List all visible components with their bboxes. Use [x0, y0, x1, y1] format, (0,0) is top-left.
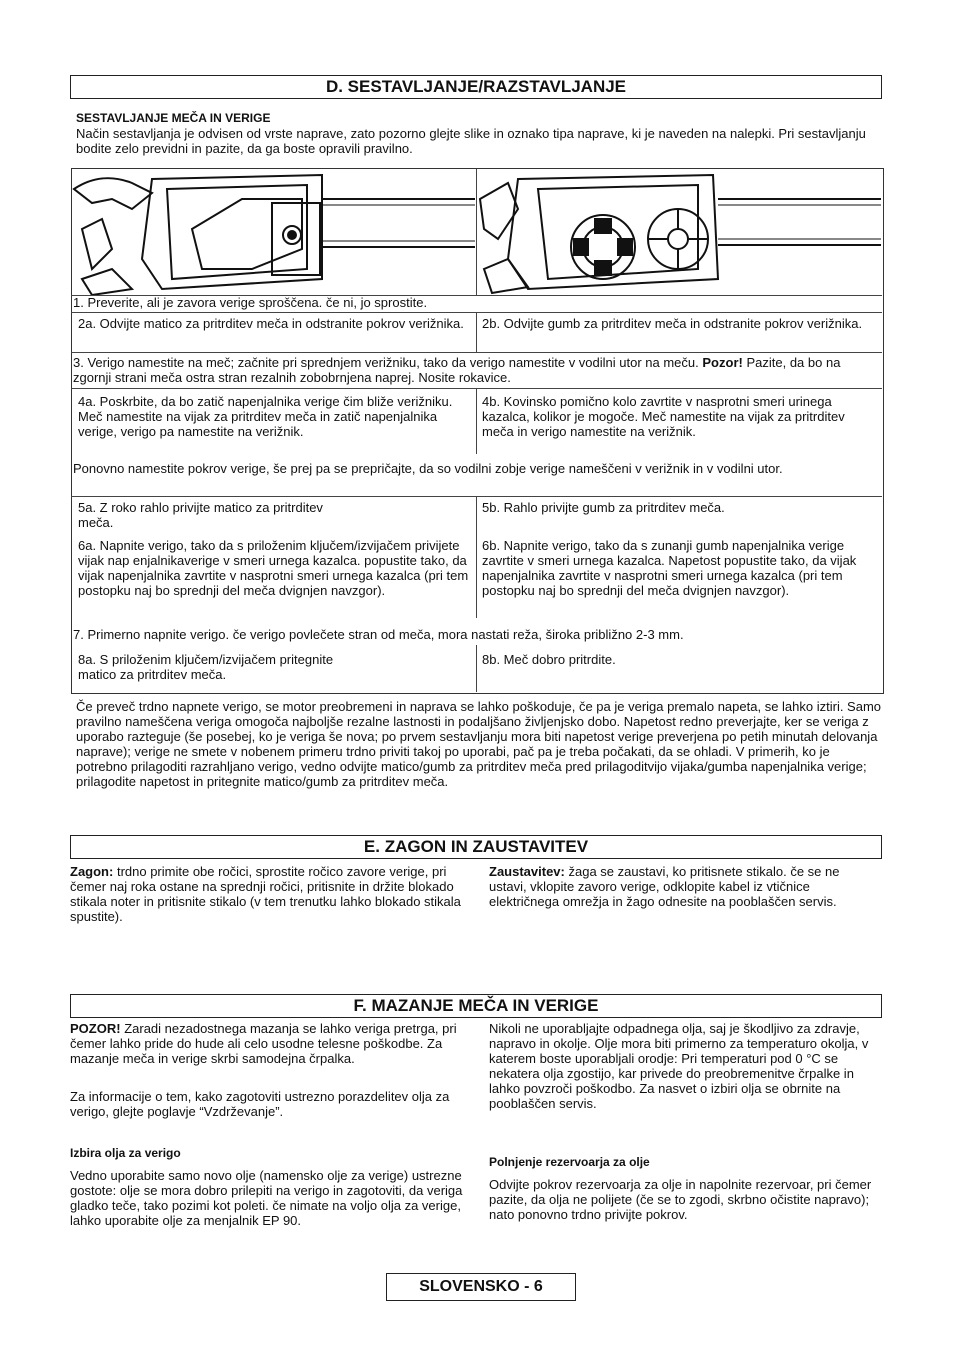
row-line — [71, 352, 882, 353]
page-label: SLOVENSKO - 6 — [386, 1273, 576, 1301]
fill-tank-heading: Polnjenje rezervoarja za olje — [489, 1155, 650, 1169]
col-divider — [476, 645, 477, 692]
lubrication-warning — [70, 1021, 466, 1066]
warning-text: Zaradi nezadostnega mazanja se lahko veriga pretrga, pri čemer lahko pride do hude ali celo usodne telesne poškodbe. Za mazanje meča in verige skrbi samodejna črpalka. — [70, 1021, 457, 1066]
step-7: 7. Primerno napnite verigo. če verigo povlečete stran od meča, mora nastati reža, široka približno 2-3 mm. — [73, 627, 684, 642]
step-3 — [73, 355, 878, 385]
assembly-intro: Način sestavljanja je odvisen od vrste naprave, zato pozorno glejte slike in oznako tipa naprave, ki je naveden na nalepki. Pri sestavljanju bodite zelo previdni in pazite, da ga boste opravili pravilno. — [76, 126, 866, 156]
section-e-title: E. ZAGON IN ZAUSTAVITEV — [70, 835, 882, 859]
step-6a: 6a. Napnite verigo, tako da s priloženim ključem/izvijačem privijete vijak nap enjalnikaverige v smeri urnega kazalca. popustite tako, da vijak napenjalnika zavrtite v nasprotni smeri urnega kazalca (pri tem postopku naj bo sprednji del meča dvignjen navzgor). — [78, 538, 469, 598]
step-1: 1. Preverite, ali je zavora verige sproščena. če ni, jo sprostite. — [73, 295, 428, 310]
stop-instructions — [489, 864, 879, 909]
section-d-title: D. SESTAVLJANJE/RAZSTAVLJANJE — [70, 75, 882, 99]
step-3-warning-label: Pozor! — [702, 355, 743, 370]
col-divider — [476, 388, 477, 454]
step-4a: 4a. Poskrbite, da bo zatič napenjalnika verige čim bliže verižniku. Meč namestite na vijak za pritrditev meča in zatič napenjalnika verige, verigo pa namestite na verižnik. — [78, 394, 453, 439]
no-waste-oil-text: Nikoli ne uporabljajte odpadnega olja, saj je škodljivo za zdravje, napravo in okolje. Olje mora biti primerno za temperaturo okolja, v katerem boste uporabljali orodje: Pri temperaturi pod 0 °C se nekatera olja zgostijo, kar privede do preobremenitve črpalke in lahko povzroči poškodbo. Za nasvet o izbiri olja se obrnite na pooblaščen servis. — [489, 1021, 869, 1111]
chainsaw-illustration-a — [72, 169, 475, 295]
oil-distribution-info: Za informacije o tem, kako zagotoviti ustrezno porazdelitev olja za verigo, glejte poglavje “Vzdrževanje”. — [70, 1089, 450, 1119]
step-6b: 6b. Napnite verigo, tako da s zunanji gumb napenjalnika verige zavrtite v smeri urnega kazalca. Napetost popustite tako, da vijak napenjalnika zavrtite v nasprotni smeri urnega kazalca (pri tem postopku naj bo sprednji del meča dvignjen navzgor). — [482, 538, 857, 598]
start-instructions — [70, 864, 466, 924]
step-8b: 8b. Meč dobro pritrdite. — [482, 652, 616, 667]
start-label: Zagon: — [70, 864, 114, 879]
col-divider — [476, 496, 477, 618]
warning-label: POZOR! — [70, 1021, 121, 1036]
start-text: trdno primite obe ročici, sprostite ročico zavore verige, pri čemer naj roka ostane na sprednji ročici, pritisnite in držite blokado stikala noter in pritisnite stikalo (v tem trenutku lahko blokado stikala spustite). — [70, 864, 461, 924]
chain-tension-warning: Če preveč trdno napnete verigo, se motor preobremeni in naprava se lahko poškoduje, če pa je veriga premalo napeta, se lahko iztiri. Samo pravilno nameščena veriga omogoča najboljše rezalne lastnosti in podaljšano življenjsko dobo. Napetost redno preverjajte, ker se veriga z uporabo razteguje (še posebej, ko je veriga še nova; po prvem sestavljanju mora biti napetost verige preverjena po petih minutah delovanja naprave); verige ne smete v nobenem primeru trdno priviti takoj po uporabi, pač pa je treba počakati, da se ohladi. V primerih, ko je potrebno prilagoditi razrahljano verigo, vedno odvijte matico/gumb za pritrditev meča pred prilagoditvijo vijaka/gumba napenjalnika verige; prilagodite napetost in pritegnite matico/gumb za pritrditev meča. — [76, 699, 882, 789]
step-3-text-cont: Pazite, da bo na zgornji strani meča ostra stran rezalnih zobobrnjena naprej. Nosite rokavice. — [73, 355, 841, 385]
step-5a: 5a. Z roko rahlo privijte matico za pritrditev meča. — [78, 500, 323, 530]
step-8a: 8a. S priloženim ključem/izvijačem pritegnite matico za pritrditev meča. — [78, 652, 334, 682]
oil-choice-text: Vedno uporabite samo novo olje (namensko olje za verige) ustrezne gostote: olje se mora dobro prilepiti na verigo in zagotoviti, da veriga gladko teče, tako pozimi kot poleti. če nimate na voljo olja za verige, lahko uporabite olje za menjalnik EP 90. — [70, 1168, 463, 1228]
step-4b: 4b. Kovinsko pomično kolo zavrtite v nasprotni smeri urinega kazalca, kolikor je mogoče. Meč namestite na vijak za pritrditev meča in verigo namestite na verižnik. — [482, 394, 845, 439]
step-2a: 2a. Odvijte matico za pritrditev meča in odstranite pokrov verižnika. — [78, 316, 464, 331]
reinstall-cover: Ponovno namestite pokrov verige, še prej pa se prepričajte, da so vodilni zobje verige nameščeni v verižnik in v vodilni utor. — [73, 461, 783, 476]
step-3-text: 3. Verigo namestite na meč; začnite pri sprednjem verižniku, tako da verigo namestite v vodilni utor na meču. — [73, 355, 699, 370]
stop-text: žaga se zaustavi, ko pritisnete stikalo. če se ne ustavi, vklopite zavoro verige, odklopite kabel iz vtičnice električnega omrežja in žago odnesite na pooblaščen servis. — [489, 864, 840, 909]
oil-choice-heading: Izbira olja za verigo — [70, 1146, 181, 1160]
section-f-title: F. MAZANJE MEČA IN VERIGE — [70, 994, 882, 1018]
step-2b: 2b. Odvijte gumb za pritrditev meča in odstranite pokrov verižnika. — [482, 316, 863, 331]
col-divider — [476, 312, 477, 352]
stop-label: Zaustavitev: — [489, 864, 565, 879]
fill-tank-text: Odvijte pokrov rezervoarja za olje in napolnite rezervoar, pri čemer pazite, da olja ne polijete (če se to zgodi, skrbno očistite napravo); nato ponovno trdno privijte pokrov. — [489, 1177, 872, 1222]
image-divider — [476, 169, 477, 295]
chainsaw-illustration-b — [478, 169, 881, 295]
assembly-subheading: SESTAVLJANJE MEČA IN VERIGE — [76, 111, 271, 125]
step-5b: 5b. Rahlo privijte gumb za pritrditev meča. — [482, 500, 725, 515]
